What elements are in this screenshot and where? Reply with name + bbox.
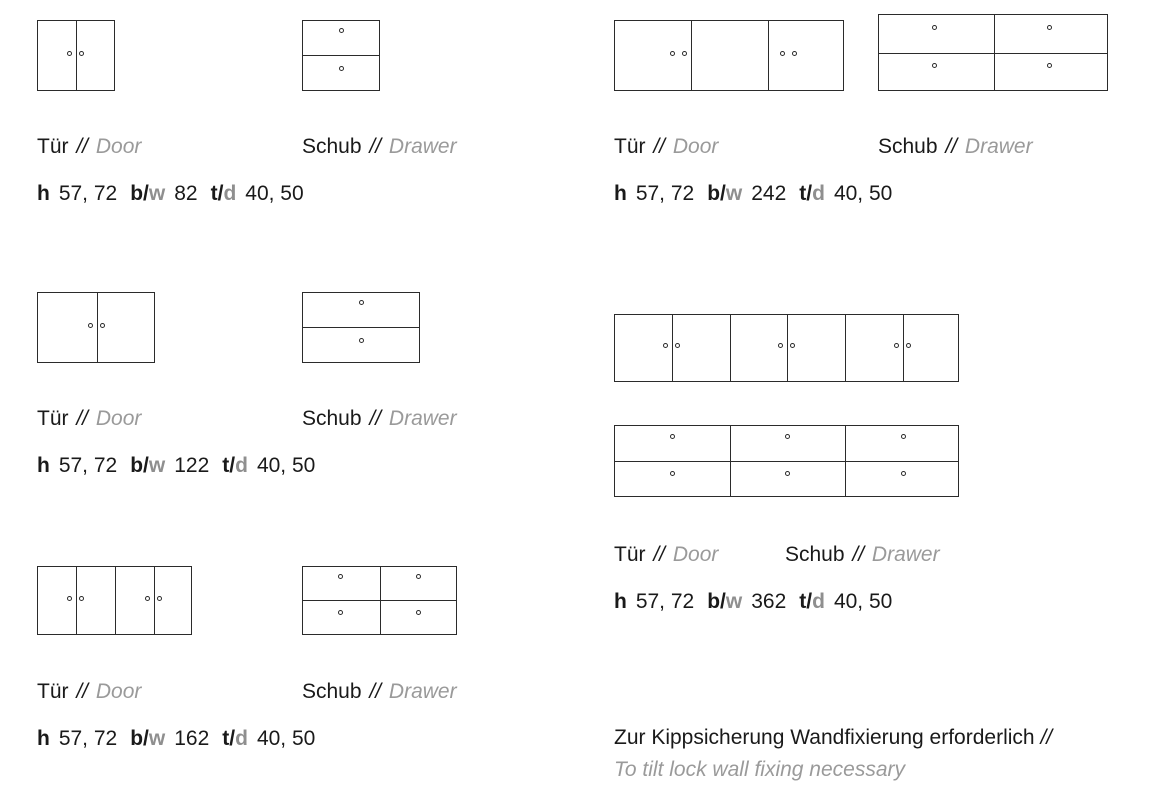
door-handle-left-2 [778,343,783,348]
dim-slash: / [806,590,813,613]
dim-value-h: 57, 72 [58,182,118,205]
drawer-handle-top [339,28,344,33]
door-center-divider-2 [154,567,155,634]
dim-key-b: b [130,182,144,205]
door-bay-divider-2 [768,21,769,90]
label-drawer-en: Drawer [871,543,940,566]
dim-value-h: 57, 72 [58,454,118,477]
drawer-handle-top-left [932,25,937,30]
door-handle-left-1 [670,51,675,56]
door-unit-122 [37,292,155,363]
door-handle-left-2 [780,51,785,56]
label-drawer-de: Schub [878,135,938,158]
drawer-handle-top-1 [670,434,675,439]
label-separator: // [76,680,89,703]
door-center-divider [97,293,98,362]
label-door-en: Door [95,407,142,430]
dim-slash: / [143,182,149,205]
caption-drawer-122 [302,406,457,432]
label-separator: // [653,543,666,566]
door-bay-divider-1 [730,315,731,381]
label-drawer-de: Schub [302,407,362,430]
drawer-unit-122 [302,292,420,363]
label-door-en: Door [95,680,142,703]
label-door-de: Tür [37,407,69,430]
label-drawer-de: Schub [785,543,845,566]
dim-key-t: t [222,454,230,477]
drawer-handle-top-right [416,574,421,579]
dim-slash: / [720,590,726,613]
drawer-unit-362 [614,425,959,497]
label-separator: // [369,680,382,703]
dim-key-d: d [235,727,248,750]
dimensions-82 [37,181,304,207]
drawer-handle-top [359,300,364,305]
label-drawer-en: Drawer [388,407,457,430]
drawer-unit-162 [302,566,457,635]
dim-key-w: w [725,182,743,205]
drawer-handle-bottom-right [1047,63,1052,68]
dim-slash: / [143,727,149,750]
drawer-unit-242 [878,14,1108,91]
dim-key-w: w [148,727,166,750]
caption-drawer-362 [785,542,940,568]
door-handle-left-1 [663,343,668,348]
dim-key-b: b [130,727,144,750]
label-separator: // [653,135,666,158]
dim-key-w: w [725,590,743,613]
door-handle-left-1 [67,596,72,601]
label-door-de: Tür [37,680,69,703]
label-drawer-en: Drawer [388,135,457,158]
drawer-divider [303,327,419,328]
caption-door-242 [614,134,718,160]
dim-value-w: 122 [174,454,210,477]
dim-key-d: d [812,590,825,613]
door-handle-right-3 [906,343,911,348]
drawer-divider [303,600,456,601]
drawer-handle-bottom-right [416,610,421,615]
caption-door-82 [37,134,141,160]
label-drawer-de: Schub [302,680,362,703]
dim-key-t: t [799,590,807,613]
door-bay-divider-2 [845,315,846,381]
dim-value-h: 57, 72 [635,590,695,613]
label-drawer-en: Drawer [964,135,1033,158]
label-separator: // [945,135,958,158]
label-door-de: Tür [614,543,646,566]
label-separator: // [852,543,865,566]
dimensions-162 [37,726,315,752]
dim-slash: / [229,727,236,750]
dim-key-h: h [614,182,627,205]
footnote-de: Zur Kippsicherung Wandfixierung erforderlich [614,726,1035,749]
door-handle-right-1 [79,596,84,601]
drawer-unit-82 [302,20,380,91]
label-separator: // [76,407,89,430]
door-center-divider-1 [76,567,77,634]
drawer-handle-bottom-left [932,63,937,68]
drawer-handle-top-2 [785,434,790,439]
label-separator: // [76,135,89,158]
dim-key-h: h [37,454,50,477]
door-center-divider-3 [903,315,904,381]
door-handle-left [67,51,72,56]
dim-slash: / [720,182,726,205]
caption-drawer-82 [302,134,457,160]
door-handle-right-1 [682,51,687,56]
drawer-handle-bottom-2 [785,471,790,476]
dim-value-d: 40, 50 [833,590,893,613]
dim-slash: / [806,182,813,205]
label-door-en: Door [672,135,719,158]
label-drawer-de: Schub [302,135,362,158]
label-separator: // [369,407,382,430]
drawer-handle-top-3 [901,434,906,439]
door-handle-left-3 [894,343,899,348]
drawer-handle-bottom-3 [901,471,906,476]
drawer-divider [303,55,379,56]
dim-value-d: 40, 50 [256,454,316,477]
drawer-handle-top-right [1047,25,1052,30]
door-handle-right-2 [790,343,795,348]
footnote [614,722,1052,786]
dim-key-d: d [223,182,237,205]
dim-slash: / [229,454,236,477]
door-center-divider-2 [787,315,788,381]
footnote-separator: // [1040,726,1053,749]
door-unit-362 [614,314,959,382]
label-drawer-en: Drawer [388,680,457,703]
door-handle-left [88,323,93,328]
footnote-en: To tilt lock wall fixing necessary [614,758,906,781]
door-handle-right-1 [675,343,680,348]
label-separator: // [369,135,382,158]
caption-door-162 [37,679,141,705]
caption-drawer-242 [878,134,1033,160]
dim-key-w: w [148,454,166,477]
label-door-en: Door [672,543,719,566]
dim-value-w: 362 [751,590,787,613]
dim-value-w: 242 [751,182,787,205]
door-unit-162 [37,566,192,635]
drawer-handle-bottom [359,338,364,343]
dimensions-362 [614,589,892,615]
drawer-divider [879,53,1107,54]
dim-key-b: b [130,454,144,477]
dimensions-242 [614,181,892,207]
label-door-en: Door [95,135,142,158]
dim-key-t: t [210,182,218,205]
door-handle-right [79,51,84,56]
door-center-divider-1 [672,315,673,381]
door-handle-right-2 [157,596,162,601]
dim-value-d: 40, 50 [256,727,316,750]
door-bay-divider-1 [691,21,692,90]
dim-key-h: h [614,590,627,613]
drawer-handle-bottom-left [338,610,343,615]
drawer-handle-bottom [339,66,344,71]
dim-value-d: 40, 50 [245,182,304,205]
dim-key-h: h [37,182,50,205]
dim-slash: / [143,454,149,477]
dim-key-t: t [222,727,230,750]
dim-key-b: b [707,590,721,613]
door-bay-divider [115,567,116,634]
dim-key-d: d [235,454,248,477]
door-handle-right-2 [792,51,797,56]
label-door-de: Tür [614,135,646,158]
door-handle-right [100,323,105,328]
caption-drawer-162 [302,679,457,705]
dim-value-w: 82 [174,182,198,205]
label-door-de: Tür [37,135,69,158]
dim-key-d: d [812,182,825,205]
dim-key-t: t [799,182,807,205]
dim-value-d: 40, 50 [833,182,893,205]
dim-value-h: 57, 72 [635,182,695,205]
caption-door-362 [614,542,718,568]
drawer-handle-top-left [338,574,343,579]
door-center-divider [76,21,77,90]
dim-key-h: h [37,727,50,750]
dim-key-b: b [707,182,721,205]
dim-key-w: w [148,182,166,205]
dim-slash: / [217,182,224,205]
caption-door-122 [37,406,141,432]
dim-value-w: 162 [174,727,210,750]
door-handle-left-2 [145,596,150,601]
drawer-divider [615,461,958,462]
door-unit-82 [37,20,115,91]
drawer-handle-bottom-1 [670,471,675,476]
door-unit-242 [614,20,844,91]
dimensions-122 [37,453,315,479]
dim-value-h: 57, 72 [58,727,118,750]
